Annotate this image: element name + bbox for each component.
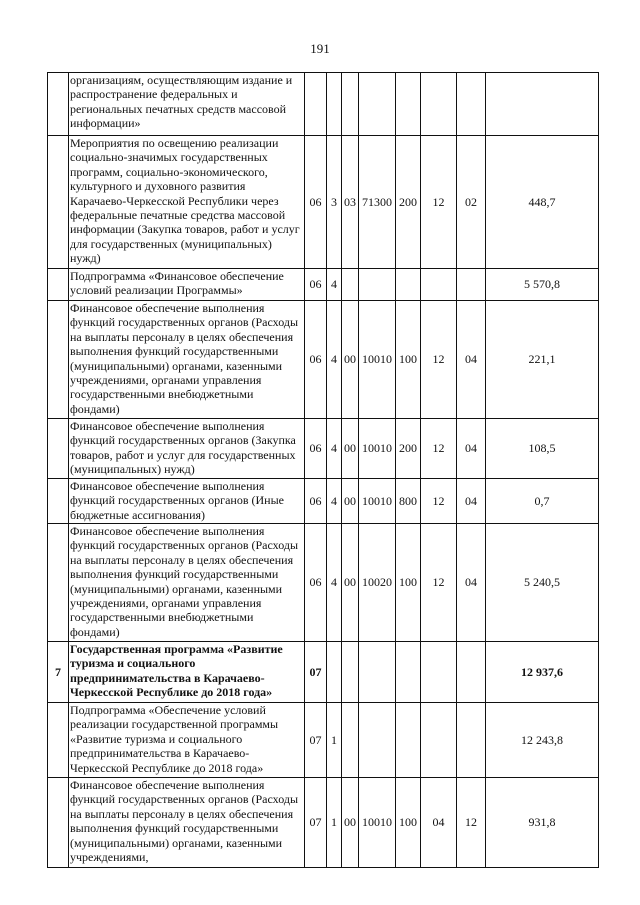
amount-cell [486,73,599,136]
code-subprogram-cell [342,73,359,136]
code-ministry-cell: 06 [305,524,327,642]
code-subsection-cell: 04 [457,524,486,642]
code-program-cell: 4 [327,479,342,524]
code-subprogram-cell [342,642,359,703]
row-number-cell [48,269,69,301]
code-ministry-cell [305,73,327,136]
code-program-cell: 4 [327,269,342,301]
code-subsection-cell: 04 [457,479,486,524]
code-direction-cell: 10010 [359,778,396,868]
row-number-cell [48,703,69,778]
code-subsection-cell: 04 [457,419,486,479]
code-subprogram-cell: 00 [342,778,359,868]
table-row [48,778,599,868]
code-expense-type-cell [396,703,421,778]
row-number-cell [48,479,69,524]
code-program-cell: 4 [327,524,342,642]
code-subsection-cell: 02 [457,136,486,269]
code-direction-cell: 10010 [359,419,396,479]
code-subprogram-cell [342,703,359,778]
budget-table [47,72,599,868]
row-number-cell [48,419,69,479]
code-section-cell: 12 [421,479,457,524]
code-subprogram-cell [342,269,359,301]
code-expense-type-cell: 100 [396,778,421,868]
code-subprogram-cell: 03 [342,136,359,269]
code-program-cell: 1 [327,703,342,778]
item-name-cell: Мероприятия по освещению реализации социально-значимых государственных программ, социально-экономического, культурного и духовного развития Карачаево-Черкесской Республики через федеральные печатные средства массовой информации (Закупка товаров, работ и услуг для государственных (муниципальных) нужд) [69,136,305,269]
amount-cell: 448,7 [486,136,599,269]
amount-cell: 221,1 [486,301,599,419]
table-row [48,524,599,642]
code-direction-cell: 10020 [359,524,396,642]
code-subprogram-cell: 00 [342,301,359,419]
item-name-cell: Финансовое обеспечение выполнения функций государственных органов (Расходы на выплаты персоналу в целях обеспечения выполнения функций государственными (муниципальными) органами, казенными учреждениями, органами управления государственными внебюджетными фондами) [69,301,305,419]
page-number: 191 [310,41,330,56]
amount-cell: 5 570,8 [486,269,599,301]
table-row [48,479,599,524]
table-row [48,419,599,479]
item-name-cell: Финансовое обеспечение выполнения функций государственных органов (Иные бюджетные ассигнования) [69,479,305,524]
table-row [48,703,599,778]
code-program-cell [327,642,342,703]
table-row [48,642,599,703]
code-direction-cell: 10010 [359,479,396,524]
code-section-cell: 04 [421,778,457,868]
row-number-cell [48,301,69,419]
code-section-cell: 12 [421,136,457,269]
item-name-cell: Государственная программа «Развитие туризма и социального предпринимательства в Карачаево-Черкесской Республике до 2018 года» [69,642,305,703]
code-program-cell: 1 [327,778,342,868]
code-direction-cell [359,642,396,703]
code-section-cell [421,73,457,136]
row-number-cell [48,778,69,868]
code-direction-cell [359,703,396,778]
code-ministry-cell: 07 [305,642,327,703]
code-subsection-cell: 12 [457,778,486,868]
code-expense-type-cell: 200 [396,136,421,269]
code-ministry-cell: 06 [305,269,327,301]
amount-cell: 12 937,6 [486,642,599,703]
code-subsection-cell [457,269,486,301]
amount-cell: 12 243,8 [486,703,599,778]
code-subsection-cell [457,703,486,778]
code-subsection-cell: 04 [457,301,486,419]
code-ministry-cell: 06 [305,419,327,479]
amount-cell: 931,8 [486,778,599,868]
amount-cell: 5 240,5 [486,524,599,642]
code-direction-cell [359,269,396,301]
code-section-cell: 12 [421,524,457,642]
code-expense-type-cell: 800 [396,479,421,524]
item-name-cell: Финансовое обеспечение выполнения функций государственных органов (Расходы на выплаты персоналу в целях обеспечения выполнения функций государственными (муниципальными) органами, казенными учреждениями, [69,778,305,868]
amount-cell: 0,7 [486,479,599,524]
code-ministry-cell: 06 [305,301,327,419]
code-expense-type-cell: 200 [396,419,421,479]
code-expense-type-cell [396,73,421,136]
code-expense-type-cell: 100 [396,301,421,419]
code-direction-cell: 71300 [359,136,396,269]
code-program-cell: 3 [327,136,342,269]
table-row [48,301,599,419]
item-name-cell: Финансовое обеспечение выполнения функций государственных органов (Расходы на выплаты персоналу в целях обеспечения выполнения функций государственными (муниципальными) органами, казенными учреждениями, органами управления государственными внебюджетными фондами) [69,524,305,642]
code-expense-type-cell [396,269,421,301]
item-name-cell: Подпрограмма «Обеспечение условий реализации государственной программы «Развитие туризма и социального предпринимательства в Карачаево-Черкесской Республике до 2018 года» [69,703,305,778]
code-direction-cell [359,73,396,136]
code-subsection-cell [457,73,486,136]
amount-cell: 108,5 [486,419,599,479]
row-number-cell: 7 [48,642,69,703]
code-subprogram-cell: 00 [342,419,359,479]
code-subsection-cell [457,642,486,703]
table-row [48,73,599,136]
row-number-cell [48,73,69,136]
code-subprogram-cell: 00 [342,524,359,642]
code-ministry-cell: 06 [305,136,327,269]
code-direction-cell: 10010 [359,301,396,419]
code-section-cell: 12 [421,419,457,479]
code-section-cell: 12 [421,301,457,419]
row-number-cell [48,136,69,269]
code-program-cell: 4 [327,301,342,419]
item-name-cell: организациям, осуществляющим издание и распространение федеральных и региональных печатных средств массовой информации» [69,73,305,136]
row-number-cell [48,524,69,642]
code-program-cell [327,73,342,136]
item-name-cell: Подпрограмма «Финансовое обеспечение условий реализации Программы» [69,269,305,301]
code-section-cell [421,642,457,703]
code-subprogram-cell: 00 [342,479,359,524]
item-name-cell: Финансовое обеспечение выполнения функций государственных органов (Закупка товаров, работ и услуг для государственных (муниципальных) нужд) [69,419,305,479]
table-row [48,136,599,269]
code-ministry-cell: 07 [305,703,327,778]
code-section-cell [421,703,457,778]
code-ministry-cell: 07 [305,778,327,868]
code-section-cell [421,269,457,301]
code-expense-type-cell: 100 [396,524,421,642]
code-program-cell: 4 [327,419,342,479]
code-expense-type-cell [396,642,421,703]
table-row [48,269,599,301]
code-ministry-cell: 06 [305,479,327,524]
